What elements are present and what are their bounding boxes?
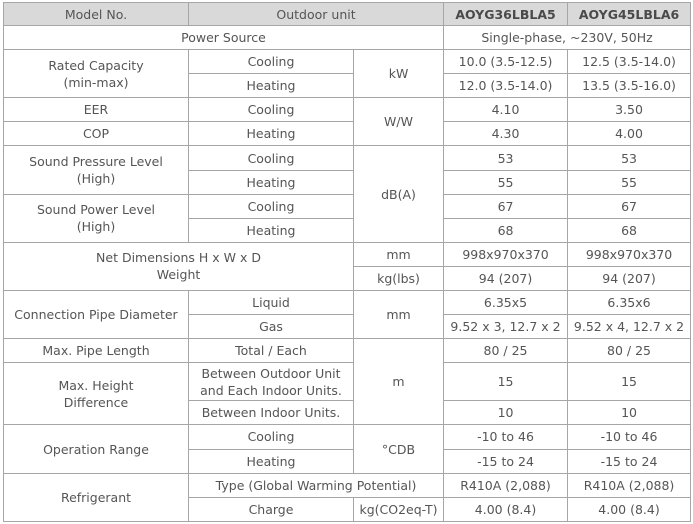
pipe-length-b: 80 / 25 (568, 339, 691, 363)
eer-b: 3.50 (568, 98, 691, 122)
weight-unit: kg(lbs) (354, 266, 444, 290)
table-row (4, 50, 691, 74)
refrigerant-type-label: Type (Global Warming Potential) (189, 473, 444, 497)
rated-capacity-heating-a: 12.0 (3.5-14.0) (444, 74, 568, 98)
cop-a: 4.30 (444, 122, 568, 146)
table-row (4, 26, 691, 50)
power-source-value: Single-phase, ~230V, 50Hz (444, 26, 691, 50)
sound-power-cooling-b: 67 (568, 194, 691, 218)
sound-pressure-line2: (High) (76, 171, 116, 187)
power-source-label: Power Source (4, 26, 444, 50)
rated-capacity-line1: Rated Capacity (48, 57, 144, 73)
table-row (4, 242, 691, 266)
cop-b: 4.00 (568, 122, 691, 146)
weight-b: 94 (207) (568, 266, 691, 290)
cop-label: COP (4, 122, 189, 146)
header-model-b: AOYG45LBLA6 (568, 3, 691, 26)
rated-capacity-cooling-label: Cooling (189, 50, 354, 74)
refrigerant-label: Refrigerant (4, 473, 189, 521)
header-model-no: Model No. (4, 3, 189, 26)
pipe-liquid-label: Liquid (189, 291, 354, 315)
sound-power-heating-b: 68 (568, 218, 691, 242)
pipe-length-sub: Total / Each (189, 339, 354, 363)
height-outdoor-indoor-a: 15 (444, 363, 568, 401)
refrigerant-type-a: R410A (2,088) (444, 473, 568, 497)
pipe-liquid-b: 6.35x6 (568, 291, 691, 315)
sound-pressure-cooling-label: Cooling (189, 146, 354, 170)
eer-a: 4.10 (444, 98, 568, 122)
height-difference-line1: Max. Height (58, 377, 134, 393)
height-outdoor-indoor-line1: Between Outdoor Unit (201, 365, 341, 381)
pipe-length-a: 80 / 25 (444, 339, 568, 363)
dimensions-a: 998x970x370 (444, 242, 568, 266)
pipe-gas-label: Gas (189, 315, 354, 339)
rated-capacity-heating-label: Heating (189, 74, 354, 98)
refrigerant-charge-unit: kg(CO2eq-T) (354, 497, 444, 521)
pipe-diameter-unit: mm (354, 291, 444, 339)
height-indoor-indoor-label: Between Indoor Units. (189, 401, 354, 425)
table-row (4, 291, 691, 315)
pipe-gas-b: 9.52 x 4, 12.7 x 2 (568, 315, 691, 339)
sound-pressure-line1: Sound Pressure Level (29, 154, 163, 170)
dimensions-b: 998x970x370 (568, 242, 691, 266)
refrigerant-charge-label: Charge (189, 497, 354, 521)
pipe-liquid-a: 6.35x5 (444, 291, 568, 315)
sound-power-label (4, 194, 189, 242)
table-row (4, 425, 691, 449)
operation-range-label: Operation Range (4, 425, 189, 473)
height-difference-label (4, 363, 189, 425)
pipe-diameter-label: Connection Pipe Diameter (4, 291, 189, 339)
operation-range-unit: °CDB (354, 425, 444, 473)
weight-a: 94 (207) (444, 266, 568, 290)
sound-power-heating-label: Heating (189, 218, 354, 242)
rated-capacity-cooling-a: 10.0 (3.5-12.5) (444, 50, 568, 74)
table-row (4, 122, 691, 146)
table-row (4, 146, 691, 170)
height-outdoor-indoor-line2: and Each Indoor Units. (200, 382, 342, 398)
rated-capacity-heating-b: 13.5 (3.5-16.0) (568, 74, 691, 98)
operation-cooling-label: Cooling (189, 425, 354, 449)
rated-capacity-label (4, 50, 189, 98)
operation-cooling-b: -10 to 46 (568, 425, 691, 449)
rated-capacity-line2: (min-max) (63, 74, 129, 90)
cop-mode: Heating (189, 122, 354, 146)
eer-mode: Cooling (189, 98, 354, 122)
height-indoor-indoor-b: 10 (568, 401, 691, 425)
sound-pressure-heating-b: 55 (568, 170, 691, 194)
sound-pressure-label (4, 146, 189, 194)
eer-label: EER (4, 98, 189, 122)
efficiency-unit: W/W (354, 98, 444, 146)
sound-pressure-cooling-a: 53 (444, 146, 568, 170)
operation-cooling-a: -10 to 46 (444, 425, 568, 449)
table-row (4, 339, 691, 363)
height-outdoor-indoor-label (189, 363, 354, 401)
dimensions-label (4, 242, 354, 290)
sound-power-line1: Sound Power Level (36, 202, 156, 218)
dimensions-unit: mm (354, 242, 444, 266)
rated-capacity-cooling-b: 12.5 (3.5-14.0) (568, 50, 691, 74)
sound-pressure-heating-a: 55 (444, 170, 568, 194)
sound-power-cooling-label: Cooling (189, 194, 354, 218)
sound-pressure-cooling-b: 53 (568, 146, 691, 170)
sound-unit: dB(A) (354, 146, 444, 242)
dimensions-line1: Net Dimensions H x W x D (96, 250, 261, 266)
height-difference-line2: Difference (63, 394, 129, 410)
table-row (4, 473, 691, 497)
height-difference-unit: m (354, 339, 444, 425)
spec-table (3, 2, 691, 522)
sound-pressure-heating-label: Heating (189, 170, 354, 194)
table-row (4, 194, 691, 218)
operation-heating-a: -15 to 24 (444, 449, 568, 473)
sound-power-heating-a: 68 (444, 218, 568, 242)
refrigerant-type-b: R410A (2,088) (568, 473, 691, 497)
sound-power-line2: (High) (76, 219, 116, 235)
operation-heating-b: -15 to 24 (568, 449, 691, 473)
operation-heating-label: Heating (189, 449, 354, 473)
table-row (4, 98, 691, 122)
header-outdoor-unit: Outdoor unit (189, 3, 444, 26)
height-outdoor-indoor-b: 15 (568, 363, 691, 401)
pipe-length-label: Max. Pipe Length (4, 339, 189, 363)
refrigerant-charge-a: 4.00 (8.4) (444, 497, 568, 521)
height-indoor-indoor-a: 10 (444, 401, 568, 425)
header-model-a: AOYG36LBLA5 (444, 3, 568, 26)
refrigerant-charge-b: 4.00 (8.4) (568, 497, 691, 521)
table-row (4, 363, 691, 401)
sound-power-cooling-a: 67 (444, 194, 568, 218)
rated-capacity-unit: kW (354, 50, 444, 98)
dimensions-line2: Weight (156, 267, 201, 283)
pipe-gas-a: 9.52 x 3, 12.7 x 2 (444, 315, 568, 339)
header-row (4, 3, 691, 26)
